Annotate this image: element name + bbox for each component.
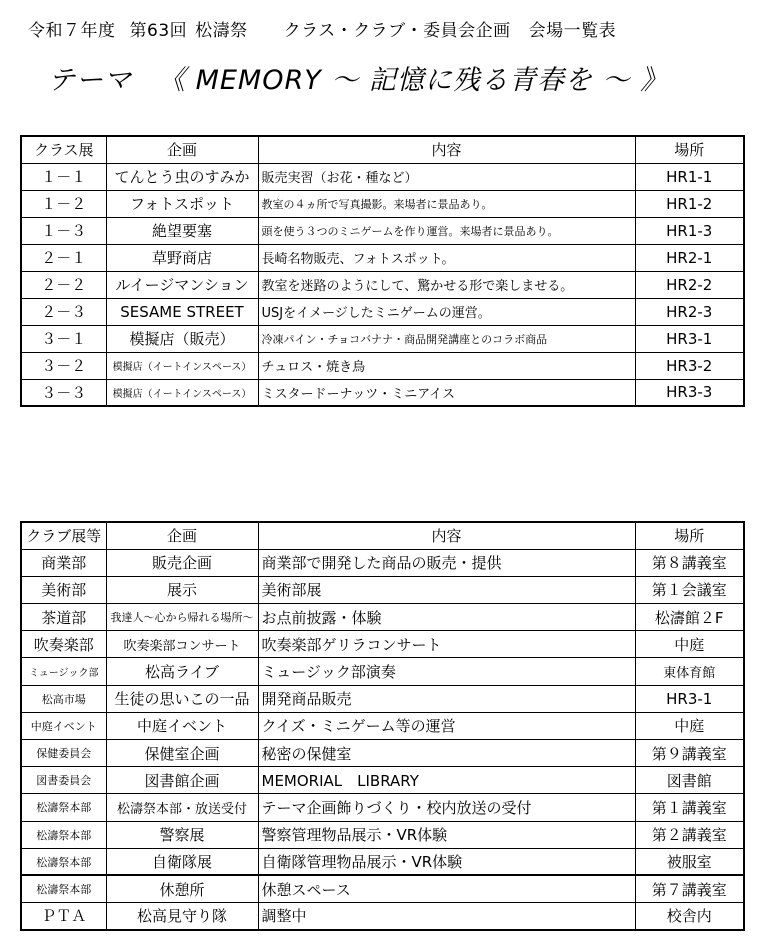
plan-cell: フォトスポット [106, 190, 258, 217]
content-cell: 開発商品販売 [258, 685, 635, 712]
org-cell: ミュージック部 [21, 658, 106, 685]
content-cell: チュロス・焼き鳥 [258, 352, 635, 379]
theme-title [48, 58, 738, 97]
place-cell: 第８講義室 [635, 549, 744, 576]
table-row [21, 244, 744, 271]
col-header-plan: 企画 [106, 136, 258, 163]
content-cell: お点前披露・体験 [258, 604, 635, 631]
document-header [28, 16, 748, 41]
table-row [21, 821, 744, 848]
class-cell: ３－３ [21, 379, 106, 406]
plan-cell: 生徒の思いこの一品 [106, 685, 258, 712]
table-row [21, 325, 744, 352]
place-cell: HR1-3 [635, 217, 744, 244]
class-cell: ２－２ [21, 271, 106, 298]
org-cell: 松濤祭本部 [21, 794, 106, 821]
place-cell: HR3-1 [635, 685, 744, 712]
col-header-plan: 企画 [106, 522, 258, 549]
plan-cell: ルイージマンション [106, 271, 258, 298]
plan-cell: 警察展 [106, 821, 258, 848]
content-cell: 教室を迷路のようにして、驚かせる形で楽しませる。 [258, 271, 635, 298]
table-row [21, 740, 744, 767]
col-header-content: 内容 [258, 136, 635, 163]
content-cell: 警察管理物品展示・VR体験 [258, 821, 635, 848]
place-cell: HR3-2 [635, 352, 744, 379]
place-cell: HR1-1 [635, 163, 744, 190]
class-cell: ３－２ [21, 352, 106, 379]
place-cell: HR2-2 [635, 271, 744, 298]
content-cell: 長崎名物販売、フォトスポット。 [258, 244, 635, 271]
org-cell: 松濤祭本部 [21, 821, 106, 848]
plan-cell: 模擬店（イートインスペース） [106, 352, 258, 379]
org-cell: 松濤祭本部 [21, 875, 106, 902]
table-row [21, 658, 744, 685]
content-cell: テーマ企画飾りづくり・校内放送の受付 [258, 794, 635, 821]
table-row [21, 271, 744, 298]
place-cell: 中庭 [635, 712, 744, 739]
plan-cell: 販売企画 [106, 549, 258, 576]
table-row [21, 631, 744, 658]
plan-cell: 模擬店（イートインスペース） [106, 379, 258, 406]
table-row [21, 549, 744, 576]
place-cell: HR2-1 [635, 244, 744, 271]
org-cell: 図書委員会 [21, 767, 106, 794]
content-cell: ミュージック部演奏 [258, 658, 635, 685]
place-cell: 図書館 [635, 767, 744, 794]
content-cell: クイズ・ミニゲーム等の運営 [258, 712, 635, 739]
org-cell: 保健委員会 [21, 740, 106, 767]
content-cell: MEMORIAL LIBRARY [258, 767, 635, 794]
place-cell: 第１会議室 [635, 576, 744, 603]
class-cell: ２－３ [21, 298, 106, 325]
org-cell: 美術部 [21, 576, 106, 603]
plan-cell: 松高見守り隊 [106, 903, 258, 930]
content-cell: 頭を使う３つのミニゲームを作り運営。来場者に景品あり。 [258, 217, 635, 244]
plan-cell: 絶望要塞 [106, 217, 258, 244]
class-cell: ２－１ [21, 244, 106, 271]
table-header-row [21, 522, 744, 549]
place-cell: HR3-1 [635, 325, 744, 352]
header-subject: クラス・クラブ・委員会企画 [283, 21, 511, 41]
content-cell: 美術部展 [258, 576, 635, 603]
col-header-class: クラス展 [21, 136, 106, 163]
table-row [21, 604, 744, 631]
plan-cell: 休憩所 [106, 875, 258, 902]
table-row [21, 685, 744, 712]
plan-cell: SESAME STREET [106, 298, 258, 325]
plan-cell: 自衛隊展 [106, 848, 258, 875]
org-cell: 松高市場 [21, 685, 106, 712]
header-festival: 松濤祭 [195, 21, 248, 41]
plan-cell: 模擬店（販売） [106, 325, 258, 352]
plan-cell: 展示 [106, 576, 258, 603]
content-cell: 秘密の保健室 [258, 740, 635, 767]
table-row [21, 379, 744, 406]
table-row [21, 903, 744, 930]
header-edition: 第63回 [129, 21, 188, 41]
table-row [21, 848, 744, 875]
table-row [21, 875, 744, 902]
theme-text: 《 MEMORY ～ 記憶に残る青春を ～ 》 [158, 65, 669, 96]
place-cell: 第１講義室 [635, 794, 744, 821]
class-cell: ３－１ [21, 325, 106, 352]
header-era: 令和７年度 [28, 21, 116, 41]
table-row [21, 767, 744, 794]
content-cell: 冷凍パイン・チョコバナナ・商品開発講座とのコラボ商品 [258, 325, 635, 352]
content-cell: 教室の４ヵ所で写真撮影。来場者に景品あり。 [258, 190, 635, 217]
theme-label: テーマ [48, 65, 132, 96]
org-cell: 中庭イベント [21, 712, 106, 739]
place-cell: HR2-3 [635, 298, 744, 325]
plan-cell: 松濤祭本部・放送受付 [106, 794, 258, 821]
table-row [21, 576, 744, 603]
plan-cell: 中庭イベント [106, 712, 258, 739]
place-cell: 第９講義室 [635, 740, 744, 767]
plan-cell: 我達人～心から帰れる場所～ [106, 604, 258, 631]
class-cell: １－２ [21, 190, 106, 217]
place-cell: 松濤館２F [635, 604, 744, 631]
class-cell: １－１ [21, 163, 106, 190]
content-cell: 調整中 [258, 903, 635, 930]
org-cell: ＰＴＡ [21, 903, 106, 930]
col-header-place: 場所 [635, 522, 744, 549]
content-cell: 吹奏楽部ゲリラコンサート [258, 631, 635, 658]
table-row [21, 217, 744, 244]
place-cell: 第２講義室 [635, 821, 744, 848]
plan-cell: 松高ライブ [106, 658, 258, 685]
table-header-row [21, 136, 744, 163]
org-cell: 商業部 [21, 549, 106, 576]
col-header-place: 場所 [635, 136, 744, 163]
plan-cell: 保健室企画 [106, 740, 258, 767]
org-cell: 吹奏楽部 [21, 631, 106, 658]
plan-cell: 吹奏楽部コンサート [106, 631, 258, 658]
club-exhibit-table [20, 521, 745, 931]
table-row [21, 352, 744, 379]
content-cell: 販売実習（お花・種など） [258, 163, 635, 190]
table-row [21, 712, 744, 739]
content-cell: 商業部で開発した商品の販売・提供 [258, 549, 635, 576]
org-cell: 松濤祭本部 [21, 848, 106, 875]
content-cell: USJをイメージしたミニゲームの運営。 [258, 298, 635, 325]
class-cell: １－３ [21, 217, 106, 244]
content-cell: ミスタードーナッツ・ミニアイス [258, 379, 635, 406]
table-row [21, 163, 744, 190]
content-cell: 休憩スペース [258, 875, 635, 902]
place-cell: 中庭 [635, 631, 744, 658]
table-row [21, 190, 744, 217]
plan-cell: 草野商店 [106, 244, 258, 271]
table-row [21, 794, 744, 821]
col-header-content: 内容 [258, 522, 635, 549]
table-row [21, 298, 744, 325]
plan-cell: てんとう虫のすみか [106, 163, 258, 190]
plan-cell: 図書館企画 [106, 767, 258, 794]
place-cell: 校舎内 [635, 903, 744, 930]
place-cell: 被服室 [635, 848, 744, 875]
header-list: 会場一覧表 [528, 21, 617, 41]
content-cell: 自衛隊管理物品展示・VR体験 [258, 848, 635, 875]
place-cell: HR3-3 [635, 379, 744, 406]
org-cell: 茶道部 [21, 604, 106, 631]
place-cell: 東体育館 [635, 658, 744, 685]
col-header-org: クラブ展等 [21, 522, 106, 549]
place-cell: 第７講義室 [635, 875, 744, 902]
place-cell: HR1-2 [635, 190, 744, 217]
class-exhibit-table [20, 135, 745, 407]
